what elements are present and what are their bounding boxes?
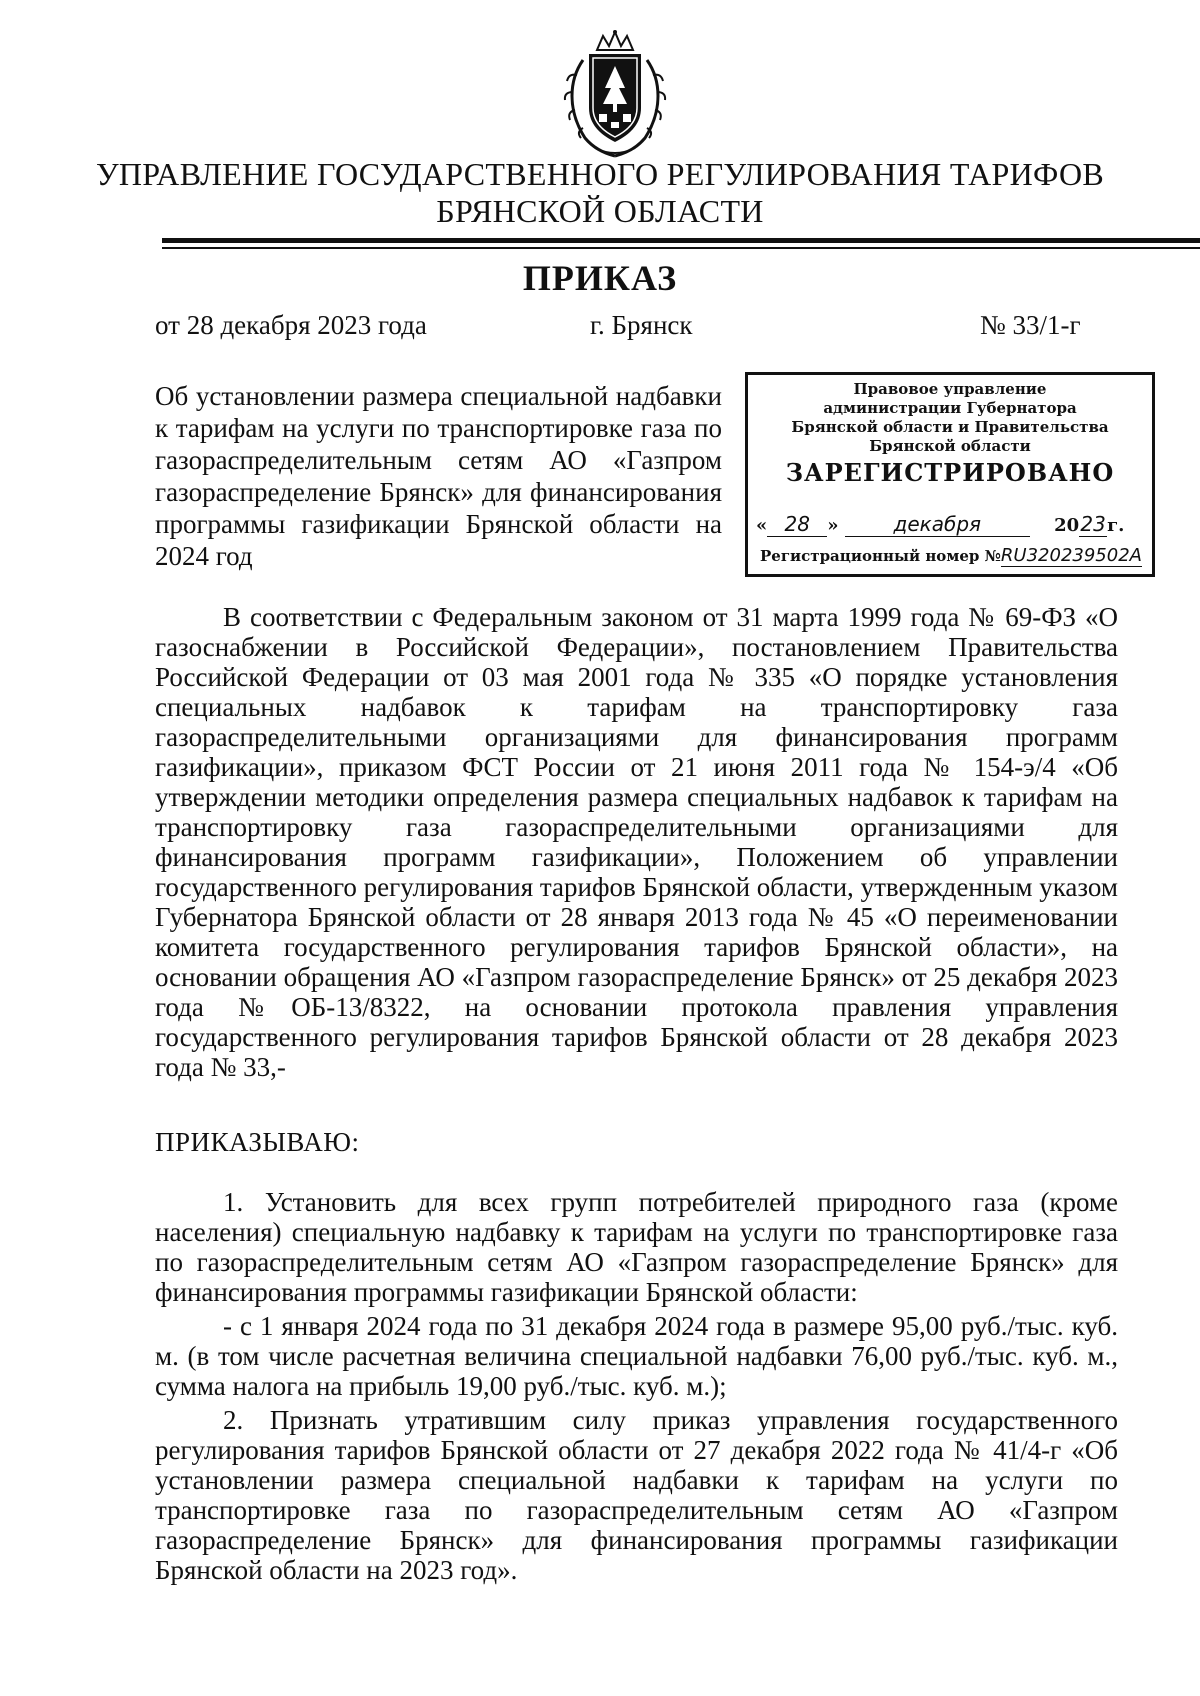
order-word: ПРИКАЗЫВАЮ: bbox=[155, 1127, 360, 1157]
stamp-line-3: Брянской области и Правительства bbox=[791, 418, 1109, 436]
stamp-quote-close: » bbox=[827, 515, 839, 536]
stamp-line-4: Брянской области bbox=[869, 437, 1031, 455]
stamp-registration-number-row bbox=[760, 545, 1148, 567]
document-title: ПРИКАЗ bbox=[522, 258, 678, 298]
document-date: от 28 декабря 2023 года bbox=[155, 310, 427, 340]
bryansk-coat-of-arms-icon bbox=[555, 30, 675, 160]
stamp-year-field bbox=[1079, 512, 1107, 537]
registration-stamp bbox=[745, 372, 1155, 577]
header-divider-thin bbox=[162, 247, 1200, 249]
stamp-reg-label: Регистрационный номер № bbox=[760, 547, 1001, 565]
stamp-registered-label: ЗАРЕГИСТРИРОВАНО bbox=[785, 458, 1115, 487]
stamp-day: 28 bbox=[784, 512, 810, 536]
stamp-quote-open: « bbox=[756, 515, 768, 536]
document-subject: Об установлении размера специальной надбавки к тарифам на услуги по транспортировке газа по газораспределительным сетям АО «Газпром газораспределение Брянск» для финансирования программы газификации Брянской области на 2024 год bbox=[155, 381, 722, 571]
header-organization-line1: УПРАВЛЕНИЕ ГОСУДАРСТВЕННОГО РЕГУЛИРОВАНИЯ ТАРИФОВ bbox=[95, 156, 1105, 192]
stamp-month-field bbox=[845, 512, 1030, 537]
stamp-month: декабря bbox=[893, 512, 982, 536]
header-organization-line2: БРЯНСКОЙ ОБЛАСТИ bbox=[436, 193, 764, 229]
stamp-line-1: Правовое управление bbox=[853, 380, 1047, 398]
stamp-year-tail: г. bbox=[1107, 515, 1125, 536]
stamp-reg-number: RU320239502А bbox=[1000, 545, 1142, 566]
document-city: г. Брянск bbox=[590, 310, 693, 340]
preamble-paragraph: В соответствии с Федеральным законом от 31 марта 1999 года № 69-ФЗ «О газоснабжении в Российской Федерации», постановлением Правительства Российской Федерации от 03 мая 2001 года № 335 «О порядке установления специальных надбавок к тарифам на транспортировку газа газораспределительными организациями для финансирования программ газификации», приказом ФСТ России от 21 июня 2011 года № 154-э/4 «Об утверждении методики определения размера специальных надбавок к тарифам на транспортировку газа газораспределительными организациями для финансирования программ газификации», Положением об управлении государственного регулирования тарифов Брянской области, утвержденным указом Губернатора Брянской области от 28 января 2013 года № 45 «О переименовании комитета государственного регулирования тарифов Брянской области», на основании обращения АО «Газпром газораспределение Брянск» от 25 декабря 2023 года №ОБ-13/8322, на основании протокола правления управления государственного регулирования тарифов Брянской области от 28 декабря 2023 года № 33,- bbox=[155, 602, 1118, 1082]
stamp-day-field bbox=[767, 512, 827, 537]
order-item-1-subitem: - с 1 января 2024 года по 31 декабря 2024 года в размере 95,00 руб./тыс. куб. м. (в том числе расчетная величина специальной надбавки 76,00 руб./тыс. куб. м., сумма налога на прибыль 19,00 руб./тыс. куб. м.); bbox=[155, 1311, 1118, 1401]
stamp-date-row bbox=[756, 512, 1146, 542]
stamp-year-prefix: 20 bbox=[1054, 515, 1080, 536]
stamp-line-2: администрации Губернатора bbox=[823, 399, 1077, 417]
order-item-1: 1. Установить для всех групп потребителей природного газа (кроме населения) специальную надбавку к тарифам на услуги по транспортировке газа по газораспределительным сетям АО «Газпром газораспределение Брянск» для финансирования программы газификации Брянской области: bbox=[155, 1187, 1118, 1307]
document-number: № 33/1-г bbox=[980, 310, 1081, 340]
header-divider-thick bbox=[162, 238, 1200, 243]
stamp-year-suffix: 23 bbox=[1080, 512, 1106, 536]
order-item-2: 2. Признать утратившим силу приказ управления государственного регулирования тарифов Брянской области от 27 декабря 2022 года № 41/4-г «Об установлении размера специальной надбавки к тарифам на услуги по транспортировке газа по газораспределительным сетям АО «Газпром газораспределение Брянск» для финансирования программы газификации Брянской области на 2023 год». bbox=[155, 1405, 1118, 1585]
